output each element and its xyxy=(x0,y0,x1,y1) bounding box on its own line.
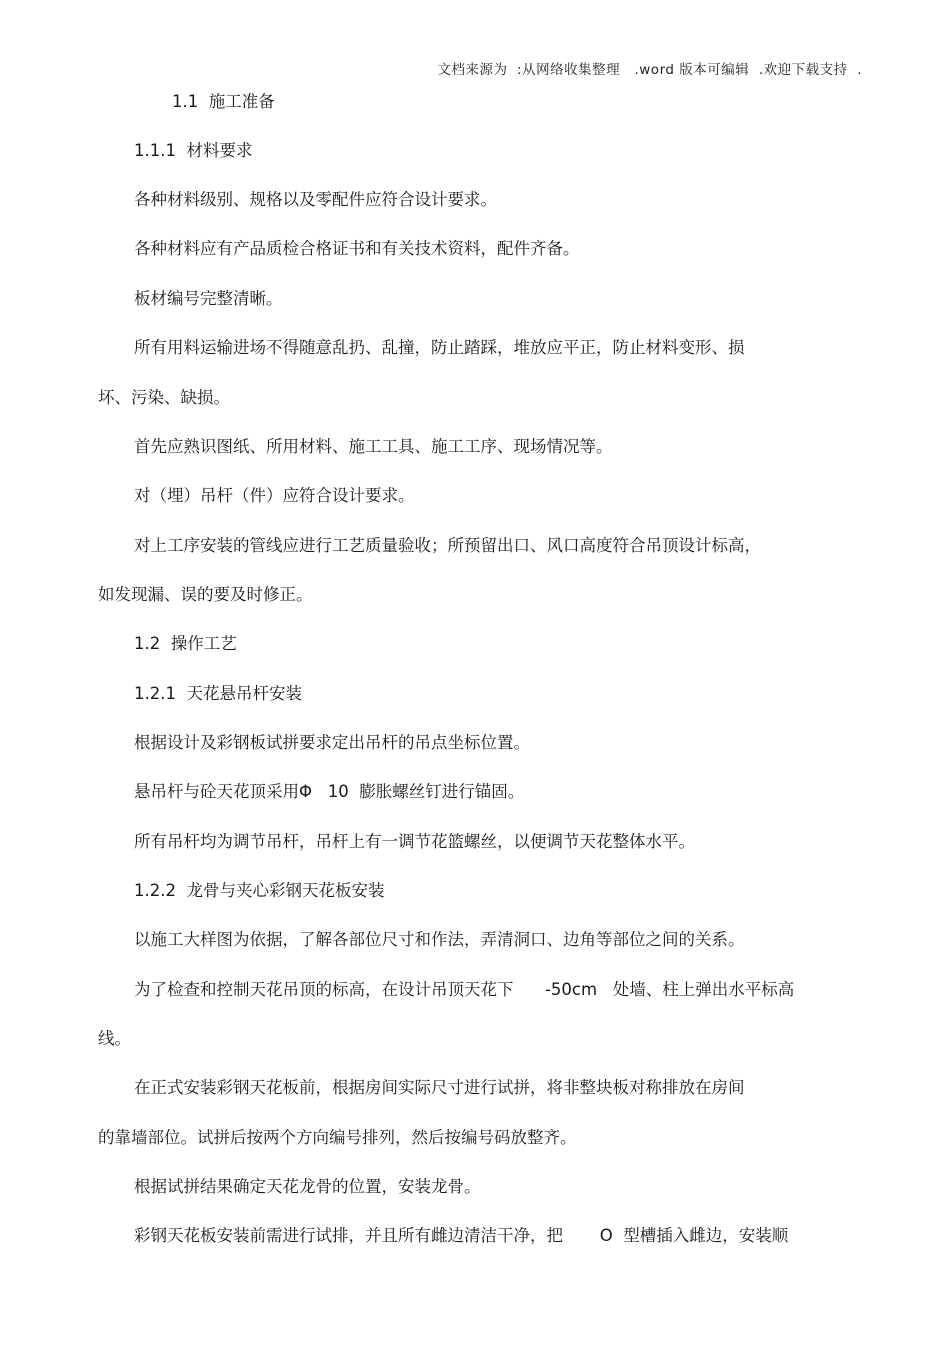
paragraph-line: 根据设计及彩钢板试拼要求定出吊杆的吊点坐标位置。 xyxy=(134,733,530,752)
paragraph-line: 对（埋）吊杆（件）应符合设计要求。 xyxy=(134,486,415,505)
paragraph-line: 首先应熟识图纸、所用材料、施工工具、施工工序、现场情况等。 xyxy=(134,437,613,456)
paragraph-line: 悬吊杆与砼天花顶采用Φ 10 膨胀螺丝钉进行锚固。 xyxy=(134,782,525,801)
paragraph-line: 各种材料应有产品质检合格证书和有关技术资料，配件齐备。 xyxy=(134,239,580,258)
paragraph-line-continued: 如发现漏、误的要及时修正。 xyxy=(98,585,313,604)
paragraph-line-continued: 线。 xyxy=(98,1029,131,1048)
paragraph-line: 所有用料运输进场不得随意乱扔、乱撞，防止踏踩，堆放应平正，防止材料变形、损 xyxy=(134,338,745,357)
section-heading-1-2-2: 1.2.2 龙骨与夹心彩钢天花板安装 xyxy=(134,881,385,900)
paragraph-line: 以施工大样图为依据，了解各部位尺寸和作法，弄清洞口、边角等部位之间的关系。 xyxy=(134,930,745,949)
paragraph-line: 对上工序安装的管线应进行工艺质量验收；所预留出口、风口高度符合吊顶设计标高， xyxy=(134,536,761,555)
section-heading-1-1: 1.1 施工准备 xyxy=(172,92,275,111)
paragraph-line-continued: 的靠墙部位。试拼后按两个方向编号排列，然后按编号码放整齐。 xyxy=(98,1128,577,1147)
paragraph-line: 板材编号完整清晰。 xyxy=(134,289,283,308)
paragraph-line: 所有吊杆均为调节吊杆，吊杆上有一调节花篮螺丝，以便调节天花整体水平。 xyxy=(134,832,695,851)
section-heading-1-2-1: 1.2.1 天花悬吊杆安装 xyxy=(134,684,302,703)
paragraph-line: 在正式安装彩钢天花板前，根据房间实际尺寸进行试拼，将非整块板对称排放在房间 xyxy=(134,1078,745,1097)
section-heading-1-1-1: 1.1.1 材料要求 xyxy=(134,141,253,160)
paragraph-line: 根据试拼结果确定天花龙骨的位置，安装龙骨。 xyxy=(134,1177,481,1196)
section-heading-1-2: 1.2 操作工艺 xyxy=(134,634,237,653)
paragraph-line: 为了检查和控制天花吊顶的标高，在设计吊顶天花下 -50cm 处墙、柱上弹出水平标高 xyxy=(134,980,795,999)
paragraph-line: 各种材料级别、规格以及零配件应符合设计要求。 xyxy=(134,190,497,209)
paragraph-line-continued: 坏、污染、缺损。 xyxy=(98,388,230,407)
paragraph-line: 彩钢天花板安装前需进行试排，并且所有雌边清洁干净，把 O 型槽插入雌边，安装顺 xyxy=(134,1226,789,1245)
header-source-note: 文档来源为 :从网络收集整理 .word 版本可编辑 .欢迎下载支持 . xyxy=(437,62,862,78)
